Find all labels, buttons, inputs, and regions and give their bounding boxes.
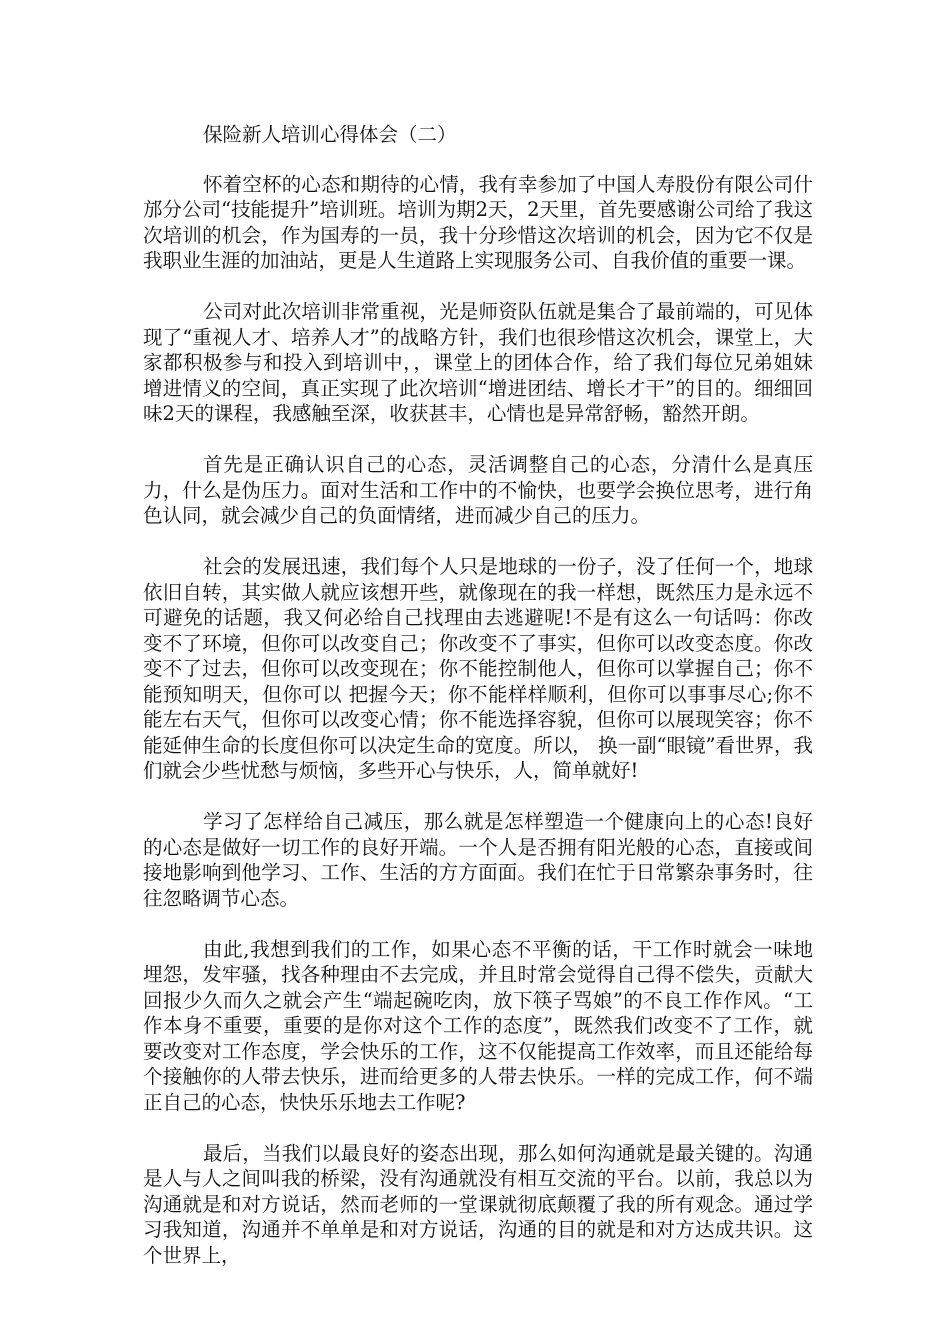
paragraph-5: 学习了怎样给自己减压，那么就是怎样塑造一个健康向上的心态!良好的心态是做好一切工作的良好开端。一个人是否拥有阳光般的心态，直接或间接地影响到他学习、工作、生活的方方面面。我们在忙于日常繁杂事务时，往往忽略调节心态。: [143, 810, 813, 910]
paragraph-1: 怀着空杯的心态和期待的心情，我有幸参加了中国人寿股份有限公司什邡分公司“技能提升”培训班。培训为期2天，2天里，首先要感谢公司给了我这次培训的机会，作为国寿的一员，我十分珍惜这次培训的机会，因为它不仅是我职业生涯的加油站，更是人生道路上实现服务公司、自我价值的重要一课。: [143, 172, 813, 272]
document-body: [143, 122, 813, 1294]
document-title: 保险新人培训心得体会（二）: [203, 123, 457, 146]
paragraph-3: 首先是正确认识自己的心态，灵活调整自己的心态，分清什么是真压力，什么是伪压力。面对生活和工作中的不愉快，也要学会换位思考，进行角色认同，就会减少自己的负面情绪，进而减少自己的压力。: [143, 453, 813, 527]
paragraph-4: 社会的发展迅速，我们每个人只是地球的一份子，没了任何一个，地球依旧自转，其实做人就应该想开些，就像现在的我一样想，既然压力是永远不可避免的话题，我又何必给自己找理由去逃避呢!不是有这么一句话吗：你改变不了环境，但你可以改变自己；你改变不了事实，但你可以改变态度。你改变不了过去，但你可以改变现在；你不能控制他人，但你可以掌握自己；你不能预知明天，但你可以 把握今天；你不能样样顺利，但你可以事事尽心;你不能左右天气，但你可以改变心情；你不能选择容貌，但你可以展现笑容；你不能延伸生命的长度但你可以决定生命的宽度。所以， 换一副“眼镜”看世界，我们就会少些忧愁与烦恼，多些开心与快乐，人，简单就好!: [143, 555, 813, 782]
paragraph-2: 公司对此次培训非常重视，光是师资队伍就是集合了最前端的，可见体现了“重视人才、培养人才”的战略方针，我们也很珍惜这次机会，课堂上，大家都积极参与和投入到培训中，，课堂上的团体合作，给了我们每位兄弟姐妹增进情义的空间，真正实现了此次培训“增进团结、增长才干”的目的。细细回味2天的课程，我感触至深，收获甚丰，心情也是异常舒畅，豁然开朗。: [143, 300, 813, 425]
paragraph-7: 最后，当我们以最良好的姿态出现，那么如何沟通就是最关键的。沟通是人与人之间叫我的桥梁，没有沟通就没有相互交流的平台。以前，我总以为沟通就是和对方说话，然而老师的一堂课就彻底颠覆了我的所有观念。通过学习我知道，沟通并不单单是和对方说话，沟通的目的就是和对方达成共识。这个世界上，: [143, 1141, 813, 1267]
paragraph-6: 由此,我想到我们的工作，如果心态不平衡的话，干工作时就会一味地埋怨，发牢骚，找各种理由不去完成，并且时常会觉得自己得不偿失，贡献大回报少久而久之就会产生“端起碗吃肉，放下筷子骂娘”的不良工作作风。“工作本身不重要，重要的是你对这个工作的态度”，既然我们改变不了工作，就要改变对工作态度，学会快乐的工作，这不仅能提高工作效率，而且还能给每个接触你的人带去快乐，进而给更多的人带去快乐。一样的完成工作，何不端正自己的心态，快快乐乐地去工作呢?: [143, 937, 813, 1114]
